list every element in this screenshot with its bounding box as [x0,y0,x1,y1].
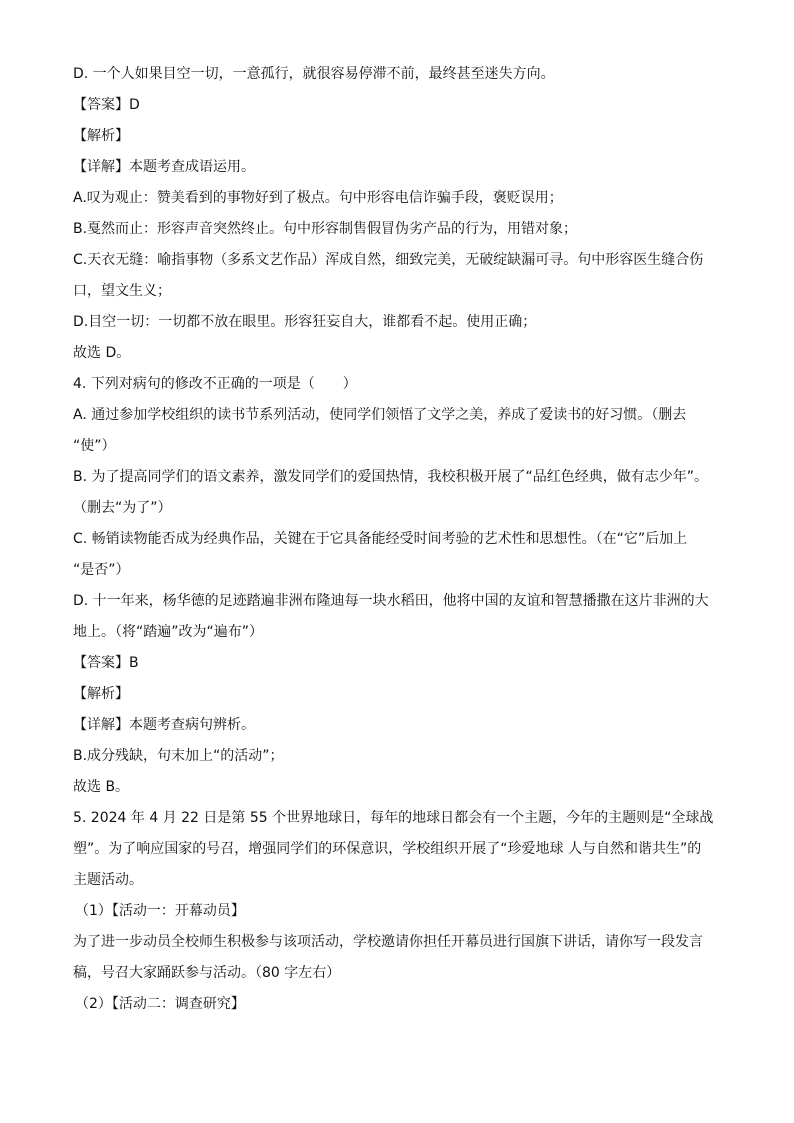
option-d: D. 十一年来，杨华德的足迹踏遍非洲布隆迪每一块水稻田，他将中国的友谊和智慧播撒在这片非洲的大 [73,593,709,609]
text-line: D.目空一切：一切都不放在眼里。形容狂妄自大，谁都看不起。使用正确； [73,314,537,330]
option-b: B. 为了提高同学们的语文素养，激发同学们的爱国热情，我校积极开展了“品红色经典，做有志少年”。 [73,469,709,485]
detail-label: 【详解】本题考查病句辨析。 [73,717,255,733]
text-line: C.天衣无缝：喻指事物（多系文艺作品）浑成自然，细致完美，无破绽缺漏可寻。句中形容医生缝合伤 [73,252,704,268]
analysis-label: 【解析】 [73,128,129,144]
text-line: A.叹为观止：赞美看到的事物好到了极点。句中形容电信诈骗手段，褒贬误用； [73,190,563,206]
question-4: 4. 下列对病句的修改不正确的一项是（ ） [73,376,357,392]
activity-1-heading: （1）【活动一：开幕动员】 [75,903,245,919]
text-line: B.戛然而止：形容声音突然终止。句中形容制售假冒伪劣产品的行为，用错对象； [73,221,578,237]
answer-label: 【答案】D [73,97,140,113]
text-line: 故选 B。 [73,779,130,795]
text-line: （删去“为了”） [73,500,172,516]
text-line: 口，望文生义； [73,283,171,299]
detail-label: 【详解】本题考查成语运用。 [73,159,255,175]
text-line: “是否”） [73,562,130,578]
text-line: 为了进一步动员全校师生积极参与该项活动，学校邀请你担任开幕员进行国旗下讲话，请你写一段发言 [73,934,703,950]
document-page [73,64,721,1025]
text-line: “使”） [73,438,116,454]
analysis-label: 【解析】 [73,686,129,702]
text-line: 故选 D。 [73,345,131,361]
text-line: 主题活动。 [73,872,143,888]
answer-label: 【答案】B [73,655,139,671]
text-line: 稿，号召大家踊跃参与活动。（80 字左右） [73,965,341,981]
option-a: A. 通过参加学校组织的读书节系列活动，使同学们领悟了文学之美，养成了爱读书的好习惯。（删去 [73,407,687,423]
activity-2-heading: （2）【活动二：调查研究】 [75,996,245,1012]
text-line: D. 一个人如果目空一切，一意孤行，就很容易停滞不前，最终甚至迷失方向。 [73,66,555,82]
question-5: 5. 2024 年 4 月 22 日是第 55 个世界地球日，每年的地球日都会有一个主题，今年的主题则是“全球战 [73,810,714,826]
text-line: B.成分残缺，句末加上“的活动”； [73,748,284,764]
text-line: 塑”。为了响应国家的号召，增强同学们的环保意识，学校组织开展了“珍爱地球 人与自然和谐共生”的 [73,841,702,857]
option-c: C. 畅销读物能否成为经典作品，关键在于它具备能经受时间考验的艺术性和思想性。（在“它”后加上 [73,531,688,547]
text-line: 地上。（将“踏遍”改为“遍布”） [73,624,264,640]
